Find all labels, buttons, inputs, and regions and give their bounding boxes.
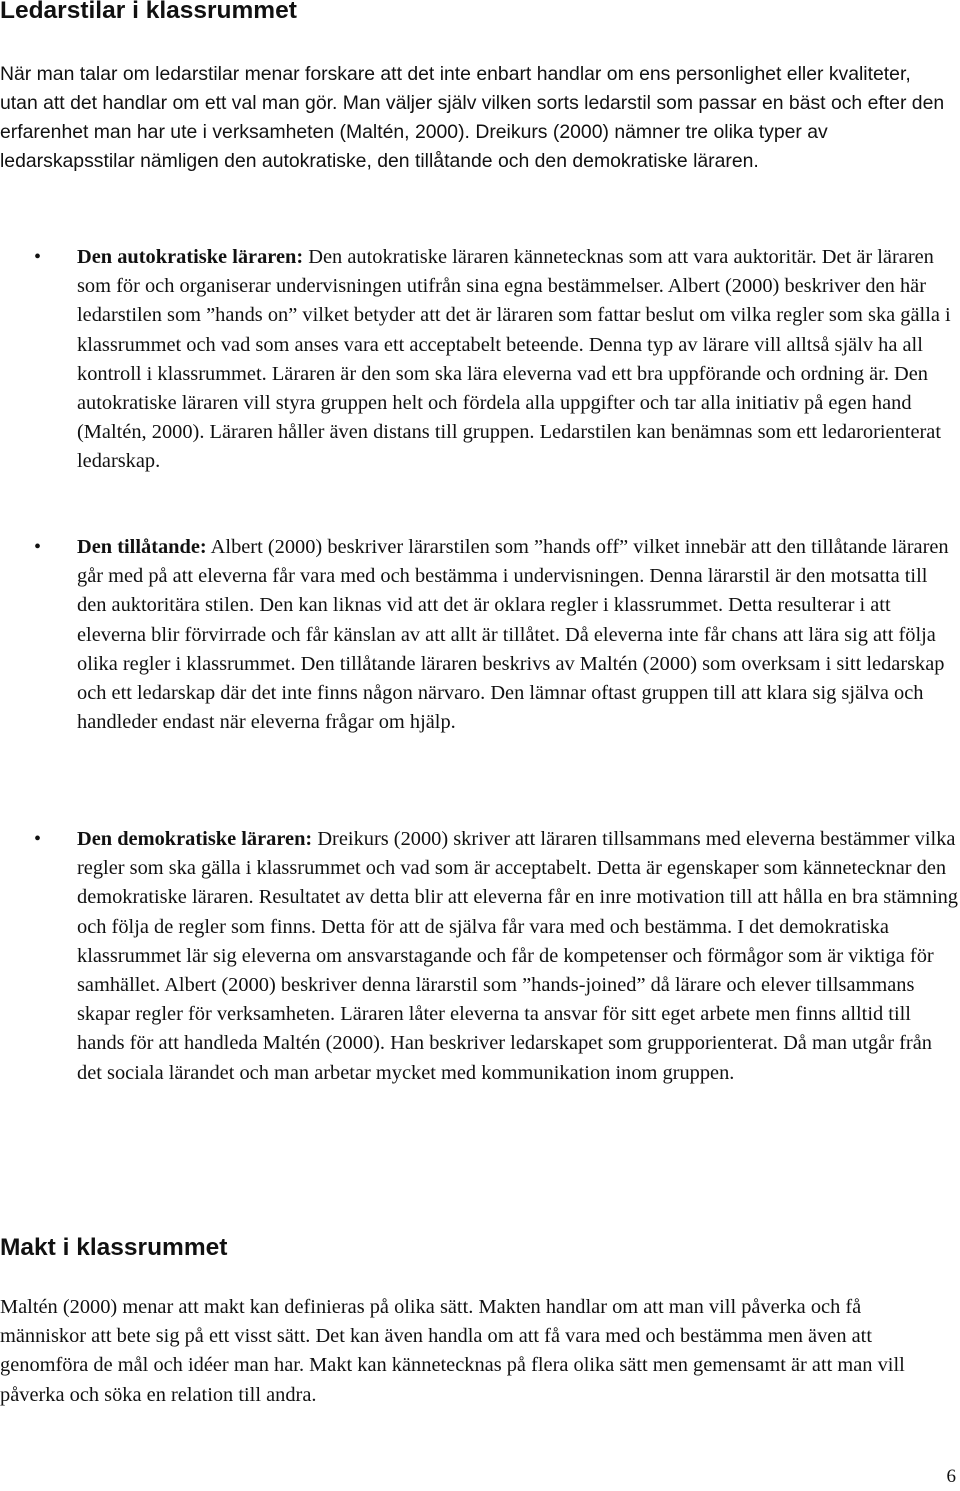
bullet-body: Dreikurs (2000) skriver att läraren tillsammans med eleverna bestämmer vilka regler som ska gälla i klassrummet och vad som är acceptabelt. Detta är egenskaper som kännetecknar den demokratiske läraren. Resultatet av detta blir att eleverna får en inre motivation till att hålla en bra stämning och följa de regler som finns. Detta för att de själva får vara med och bestämma. I det demokratiska klassrummet lär sig eleverna om ansvarstagande och får de kompetenser och förmågor som är viktiga för samhället. Albert (2000) beskriver denna lärarstil som ”hands-joined” då lärare och elever tillsammans skapar regler för verksamheten. Läraren låter eleverna ta ansvar för sitt eget arbete men finns alltid till hands för att handleda Maltén (2000). Han beskriver ledarskapet som grupporienterat. Då man utgår från det sociala lärandet och man arbetar mycket med kommunikation inom gruppen. bbox=[77, 828, 958, 1084]
page-number: 6 bbox=[946, 1466, 956, 1487]
bullet-marker: • bbox=[34, 246, 42, 268]
bullet-lead: Den autokratiske läraren: bbox=[77, 246, 304, 268]
section-heading-ledarstilar: Ledarstilar i klassrummet bbox=[0, 0, 297, 24]
intro-paragraph: När man talar om ledarstilar menar forskare att det inte enbart handlar om ens personlighet eller kvaliteter, utan att det handlar om ett val man gör. Man väljer själv vilken sorts ledarstil som passar en bäst och efter den erfarenhet man har ute i verksamheten (Maltén, 2000). Dreikurs (2000) nämner tre olika typer av ledarskapsstilar nämligen den autokratiske, den tillåtande och den demokratiske läraren. bbox=[0, 63, 945, 172]
bullet-lead: Den demokratiske läraren: bbox=[77, 828, 313, 850]
bullet-paragraph bbox=[77, 243, 959, 477]
bullet-body: Albert (2000) beskriver lärarstilen som ”hands off” vilket innebär att den tillåtande läraren går med på att eleverna får vara med och bestämma i undervisningen. Denna lärarstil är den motsatta till den auktoritära stilen. Den kan liknas vid att det är oklara regler i klassrummet. Detta resulterar i att eleverna blir förvirrade och får känslan av att allt är tillåtet. Då eleverna inte får chans att lära sig att följa olika regler i klassrummet. Den tillåtande läraren beskrivs av Maltén (2000) som overksam i sitt ledarskap och ett ledarskap där det inte finns någon närvaro. Den lämnar oftast gruppen till att klara sig själva och handleder endast när eleverna frågar om hjälp. bbox=[77, 536, 949, 734]
bullet-lead: Den tillåtande: bbox=[77, 536, 207, 558]
bullet-marker: • bbox=[34, 828, 42, 850]
bullet-marker: • bbox=[34, 536, 42, 558]
bullet-body: Den autokratiske läraren kännetecknas som att vara auktoritär. Det är läraren som för och organiserar undervisningen utifrån sina egna bestämmelser. Albert (2000) beskriver den här ledarstilen som ”hands on” vilket betyder att det är läraren som fattar beslut om vilka regler som ska gälla i klassrummet och vad som anses vara ett acceptabelt beteende. Denna typ av lärare vill alltså själv ha all kontroll i klassrummet. Läraren är den som ska lära eleverna vad ett bra uppförande och ordning är. Den autokratiske läraren vill styra gruppen helt och fördela alla uppgifter och tar alla initiativ på egen hand (Maltén, 2000). Läraren håller även distans till gruppen. Ledarstilen kan benämnas som ett ledarorienterat ledarskap. bbox=[77, 246, 951, 473]
makt-paragraph: Maltén (2000) menar att makt kan definieras på olika sätt. Makten handlar om att man vill påverka och få människor att bete sig på ett visst sätt. Det kan även handla om att få vara med och bestämma men även att genomföra de mål och idéer man har. Makt kan kännetecknas på flera olika sätt men gemensamt är att man vill påverka och söka en relation till andra. bbox=[0, 1296, 905, 1406]
bullet-paragraph bbox=[77, 825, 959, 1088]
bullet-paragraph bbox=[77, 533, 959, 737]
section-heading-makt: Makt i klassrummet bbox=[0, 1234, 228, 1261]
